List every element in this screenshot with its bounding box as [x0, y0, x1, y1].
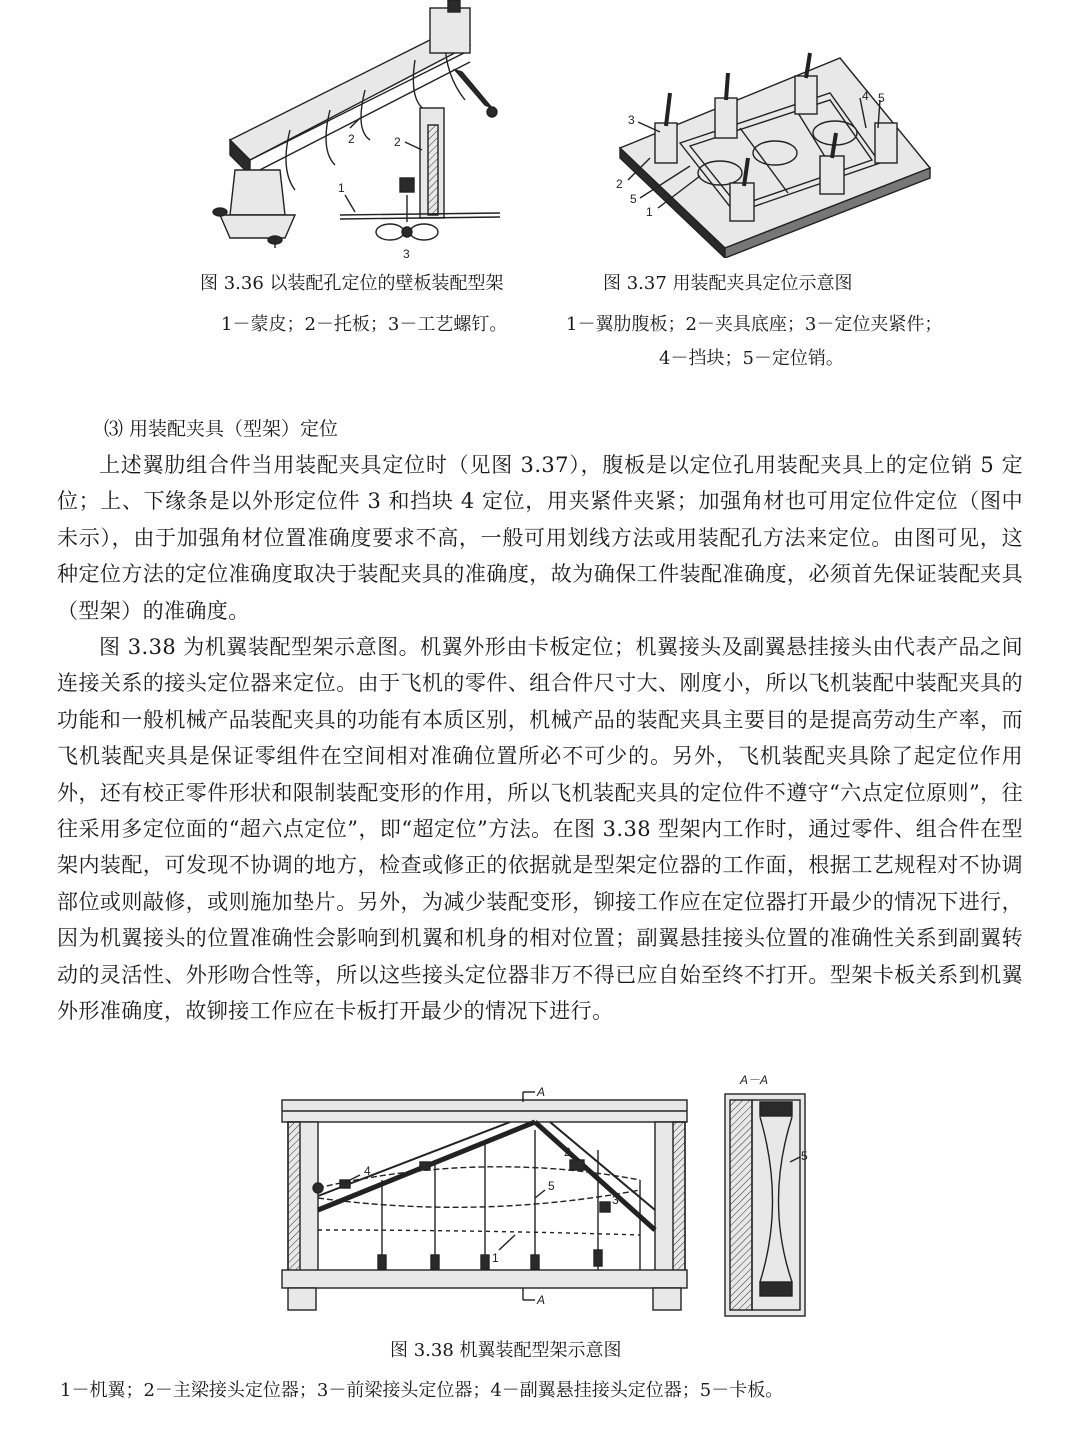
figure-3-38-caption: 图 3.38 机翼装配型架示意图: [390, 1340, 622, 1361]
fig38-section-a-bottom: A: [537, 1293, 546, 1307]
fig36-label-2a: 2: [348, 132, 355, 146]
section-heading: ⑶ 用装配夹具（型架）定位: [104, 418, 339, 440]
fig37-label-5a: 5: [630, 192, 637, 206]
fig37-label-3: 3: [628, 113, 635, 127]
fig38-label-4: 4: [364, 1164, 371, 1178]
figure-3-37-legend-line2: 4－挡块；5－定位销。: [659, 348, 844, 369]
figure-3-36-legend: 1－蒙皮；2－托板；3－工艺螺钉。: [221, 314, 508, 335]
fig38-section-a-top: A: [537, 1085, 546, 1099]
figure-3-37-caption: 图 3.37 用装配夹具定位示意图: [603, 273, 853, 294]
fig36-label-1: 1: [338, 181, 345, 195]
fig38-label-1: 1: [492, 1251, 499, 1265]
figure-3-37-legend-line1: 1－翼肋腹板；2－夹具底座；3－定位夹紧件；: [566, 314, 943, 335]
fig37-label-4: 4: [862, 89, 869, 103]
figure-3-38-main-drawing: [280, 1080, 700, 1320]
figure-3-38-legend: 1－机翼；2－主梁接头定位器；3－前梁接头定位器；4－副翼悬挂接头定位器；5－卡板。: [60, 1380, 784, 1401]
fig37-label-1: 1: [646, 205, 653, 219]
fig38-section-title: A－A: [740, 1073, 769, 1087]
body-text: [57, 447, 1023, 1030]
figure-3-38-section-view: [700, 1072, 820, 1320]
paragraph-2: 图 3.38 为机翼装配型架示意图。机翼外形由卡板定位；机翼接头及副翼悬挂接头由代表产品之间连接关系的接头定位器来定位。由于飞机的零件、组合件尺寸大、刚度小，所以飞机装配中装配夹具的功能和一般机械产品装配夹具的功能有本质区别，机械产品的装配夹具主要目的是提高劳动生产率，而飞机装配夹具是保证零组件在空间相对准确位置所必不可少的。另外，飞机装配夹具除了起定位作用外，还有校正零件形状和限制装配变形的作用，所以飞机装配夹具的定位件不遵守“六点定位原则”，往往采用多定位面的“超六点定位”，即“超定位”方法。在图 3.38 型架内工作时，通过零件、组合件在型架内装配，可发现不协调的地方，检查或修正的依据就是型架定位器的工作面，根据工艺规程对不协调部位或则敲修，或则施加垫片。另外，为减少装配变形，铆接工作应在定位器打开最少的情况下进行，因为机翼接头的位置准确性会影响到机翼和机身的相对位置；副翼悬挂接头位置的准确性关系到副翼转动的灵活性、外形吻合性等，所以这些接头定位器非万不得已应自始至终不打开。型架卡板关系到机翼外形准确度，故铆接工作应在卡板打开最少的情况下进行。: [57, 635, 1023, 1024]
fig36-label-3: 3: [403, 247, 410, 261]
fig37-label-2: 2: [616, 177, 623, 191]
fig36-label-2b: 2: [394, 135, 401, 149]
paragraph-1: 上述翼肋组合件当用装配夹具定位时（见图 3.37），腹板是以定位孔用装配夹具上的定位销 5 定位；上、下缘条是以外形定位件 3 和挡块 4 定位，用夹紧件夹紧；加强角材也可用定位件定位（图中未示），由于加强角材位置准确度要求不高，一般可用划线方法或用装配孔方法来定位。由图可见，这种定位方法的定位准确度取决于装配夹具的准确度，故为确保工件装配准确度，必须首先保证装配夹具（型架）的准确度。: [57, 453, 1023, 623]
figure-3-36-caption: 图 3.36 以装配孔定位的壁板装配型架: [200, 273, 504, 294]
fig37-label-5b: 5: [878, 91, 885, 105]
fig38-section-label-5: 5: [801, 1149, 808, 1163]
fig38-label-5: 5: [548, 1179, 555, 1193]
fig38-label-2: 2: [564, 1145, 571, 1159]
fig38-label-3: 3: [612, 1193, 619, 1207]
figure-3-37-drawing: [610, 48, 940, 258]
figure-3-36-drawing: [200, 0, 510, 262]
